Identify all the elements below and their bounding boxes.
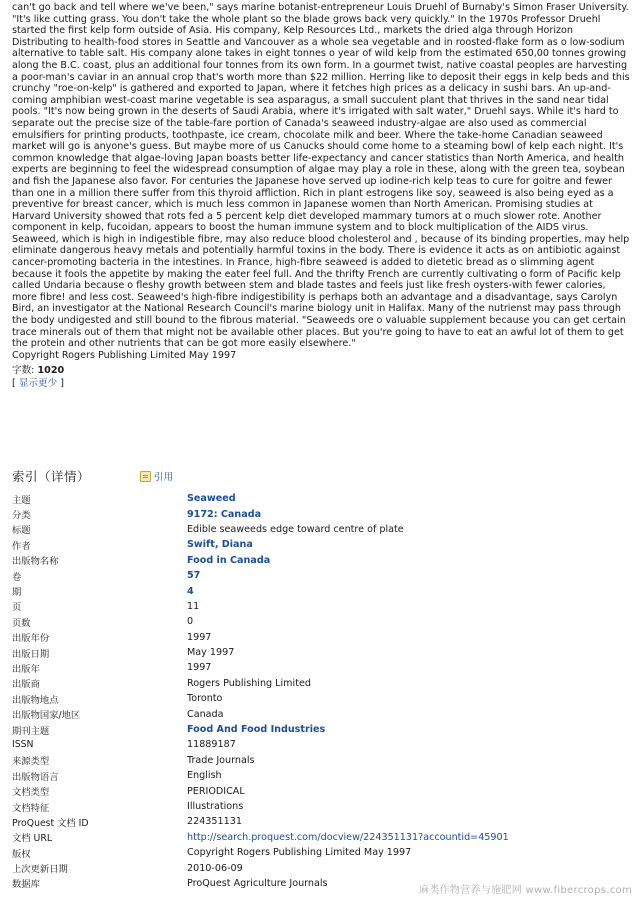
metadata-row (12, 568, 630, 583)
metadata-row (12, 845, 630, 860)
metadata-row (12, 583, 630, 598)
metadata-key: 期 (12, 587, 22, 599)
metadata-row (12, 706, 630, 721)
metadata-key: 出版年 (12, 663, 40, 675)
metadata-value-link[interactable]: Swift, Diana (187, 539, 253, 551)
metadata-key: 期刊主题 (12, 725, 50, 737)
metadata-key: 出版物地点 (12, 694, 59, 706)
metadata-row (12, 768, 630, 783)
metadata-row (12, 630, 630, 645)
show-less-bracket-open: [ (12, 378, 16, 390)
metadata-value: Canada (187, 708, 224, 720)
metadata-value: Rogers Publishing Limited (187, 677, 311, 689)
metadata-value: ProQuest Agriculture Journals (187, 877, 328, 889)
metadata-key: 标题 (12, 525, 31, 537)
metadata-value: 224351131 (187, 816, 242, 828)
metadata-key: 出版日期 (12, 648, 50, 660)
metadata-row (12, 506, 630, 521)
metadata-value-link[interactable]: Seaweed (187, 493, 236, 505)
metadata-value-link[interactable]: Food in Canada (187, 554, 271, 566)
metadata-table (12, 491, 630, 891)
metadata-value-link[interactable]: 4 (187, 585, 194, 597)
metadata-value: 11889187 (187, 739, 236, 751)
metadata-key: 出版年份 (12, 633, 50, 645)
metadata-row (12, 737, 630, 752)
metadata-row (12, 783, 630, 798)
metadata-row (12, 860, 630, 875)
metadata-key: 主题 (12, 494, 31, 506)
show-less-label: 显示更少 (18, 378, 58, 390)
metadata-key: 数据库 (12, 879, 40, 891)
cite-label: 引用 (154, 472, 174, 483)
metadata-key: 文档特征 (12, 802, 50, 814)
metadata-value-link[interactable]: 57 (187, 570, 201, 582)
metadata-key: 出版商 (12, 679, 40, 691)
metadata-value: Copyright Rogers Publishing Limited May 1997 (187, 847, 412, 859)
metadata-value: 2010-06-09 (187, 862, 243, 874)
metadata-row (12, 691, 630, 706)
article-text-section (12, 2, 630, 390)
metadata-row (12, 799, 630, 814)
metadata-value: Edible seaweeds edge toward centre of plate (187, 523, 404, 535)
metadata-value: May 1997 (187, 647, 235, 659)
metadata-value: PERIODICAL (187, 785, 245, 797)
word-count-label: 字数: (12, 365, 35, 377)
metadata-key: 文档类型 (12, 787, 50, 799)
metadata-value: Toronto (187, 693, 223, 705)
metadata-row (12, 722, 630, 737)
metadata-key: 上次更新日期 (12, 864, 68, 876)
metadata-row (12, 753, 630, 768)
metadata-key: 版权 (12, 848, 31, 860)
article-copyright: Copyright Rogers Publishing Limited May 1997 (12, 349, 237, 361)
watermark: 麻类作物营养与施肥网 www.fibercrops.com (419, 885, 632, 896)
metadata-row (12, 830, 630, 845)
metadata-key: 分类 (12, 510, 31, 522)
show-less-link[interactable] (12, 378, 64, 390)
metadata-value: 1997 (187, 631, 212, 643)
index-header (12, 466, 630, 486)
metadata-key: 页 (12, 602, 22, 614)
metadata-row (12, 491, 630, 506)
metadata-row (12, 522, 630, 537)
word-count-value: 1020 (37, 365, 65, 377)
metadata-key: 卷 (12, 571, 22, 583)
cite-icon (140, 471, 151, 482)
metadata-row (12, 599, 630, 614)
metadata-value: 0 (187, 616, 194, 628)
metadata-row (12, 660, 630, 675)
metadata-value: Trade Journals (187, 754, 255, 766)
cite-button[interactable] (140, 469, 173, 483)
index-title: 索引（详情） (12, 469, 91, 484)
metadata-row (12, 614, 630, 629)
metadata-key: 页数 (12, 617, 31, 629)
metadata-value: English (187, 770, 222, 782)
metadata-value-link[interactable]: http://search.proquest.com/docview/224351131?accountid=45901 (187, 831, 509, 843)
metadata-row (12, 814, 630, 829)
metadata-key: ISSN (12, 739, 34, 751)
metadata-row (12, 537, 630, 552)
metadata-value-link[interactable]: 9172: Canada (187, 508, 262, 520)
metadata-row (12, 676, 630, 691)
metadata-key: ProQuest 文档 ID (12, 817, 89, 829)
metadata-value-link[interactable]: Food And Food Industries (187, 724, 326, 736)
metadata-key: 作者 (12, 540, 31, 552)
metadata-value: Illustrations (187, 801, 244, 812)
metadata-key: 来源类型 (12, 756, 50, 768)
metadata-key: 出版物语言 (12, 771, 59, 783)
metadata-value: 1997 (187, 662, 212, 674)
metadata-row (12, 553, 630, 568)
metadata-key: 出版物国家/地区 (12, 710, 81, 722)
metadata-key: 文档 URL (12, 833, 52, 845)
show-less-bracket-close: ] (60, 378, 64, 390)
metadata-row (12, 645, 630, 660)
word-count (12, 364, 630, 377)
metadata-value: 11 (187, 600, 200, 612)
article-body: can't go back and tell where we've been," says marine botanist-entrepreneur Louis Druehl of Burnaby's Simon Fraser University. "It's like cutting grass. You don't take the whole plant so the blade grows back very quickly." In the 1970s Professor Druehl started the first kelp form outside of Asia. His company, Kelp Resources Ltd., markets the dried alga through Horizon Distributing to health-food stores in Seattle and Vancouver as a whole sea vegetable and in roosted-flake form as o low-sodium alternative to table salt. His company alone takes in eight tonnes o year of wild kelp from the estimated 650,00 tonnes growing along the B.C. coast, plus an additional four tonnes from its own form. In a gourmet twist, native coastal peoples are harvesting a poor-man's caviar in an annual crop that's worth more than $22 million. Herring like to deposit their eggs in kelp beds and this crunchy "roe-on-kelp" is gathered and exported to Japan, where it fetches high prices as a delicacy in sushi bars. An up-and-coming amphibian west-coast marine vegetable is sea asparagus, a small succulent plant that thrives in the sand near tidal pools. "It's now being grown in the deserts of Saudi Arabia, where it's irrigated with salt water," Druehl says. While it's hard to separate out the precise size of the table-fare portion of Canada's seaweed industry-algae are also used as commercial emulsifiers for printing products, toothpaste, ice cream, chocolate milk and beer. Where the take-home Canadian seaweed market will go is anyone's guess. But maybe more of us Canucks should come home to a steaming bowl of kelp each night. It's common knowledge that algae-loving Japan boasts better life-expectancy and cancer statistics than North America, and health experts are beginning to feel the widespread consumption of algae may play a role in these, along with the green tea, soybean and fish the Japanese also favor. For centuries the Japanese hove served up iodine-rich kelp teas to cure for goitre and fewer than one in a million there suffer from this thyroid affliction. Rich in plant estrogens like soy, seaweed is also being eyed as a preventive for breast cancer, which is much less common in Japanese women than North American. Promising studies at Harvard University showed that rots fed a 5 percent kelp diet developed mammary tumors at o much slower rote. Another component in kelp, fucoidan, appears to boost the human immune system and to block multiplication of the AIDS virus. Seaweed, which is high in indigestible fibre, may also reduce blood cholesterol and , because of its binding properties, may help eliminate dangerous heavy metals and potentially harmful toxins in the body. There is evidence it acts as on antibiotic against cancer-promoting bacteria in the intestines. In France, high-fibre seaweed is added to dietetic bread as o slimming agent because it fools the appetite by making the eater feel full. And the thrifty French are currently cultivating o form of Pacific kelp called Undaria because o fleshy growth between stem and blade tastes and feels just like fresh oysters-with fewer calories, more fibre! and less cost. Seaweed's high-fibre indigestibility is perhaps both an advantage and a disadvantage, says Carolyn Bird, an investigator at the National Research Council's marine biology unit in Halifax. Many of the nutrienst may pass through the body undigested and still bound to the fibrous material. "Seaweeds ore o valuable supplement because you can get certain trace minerals out of them that might not be available other places. But you're going to have to eat an awful lot of them to get the protein and other nutrients that can be got more easily elsewhere." (12, 2, 630, 350)
metadata-key: 出版物名称 (12, 556, 59, 568)
